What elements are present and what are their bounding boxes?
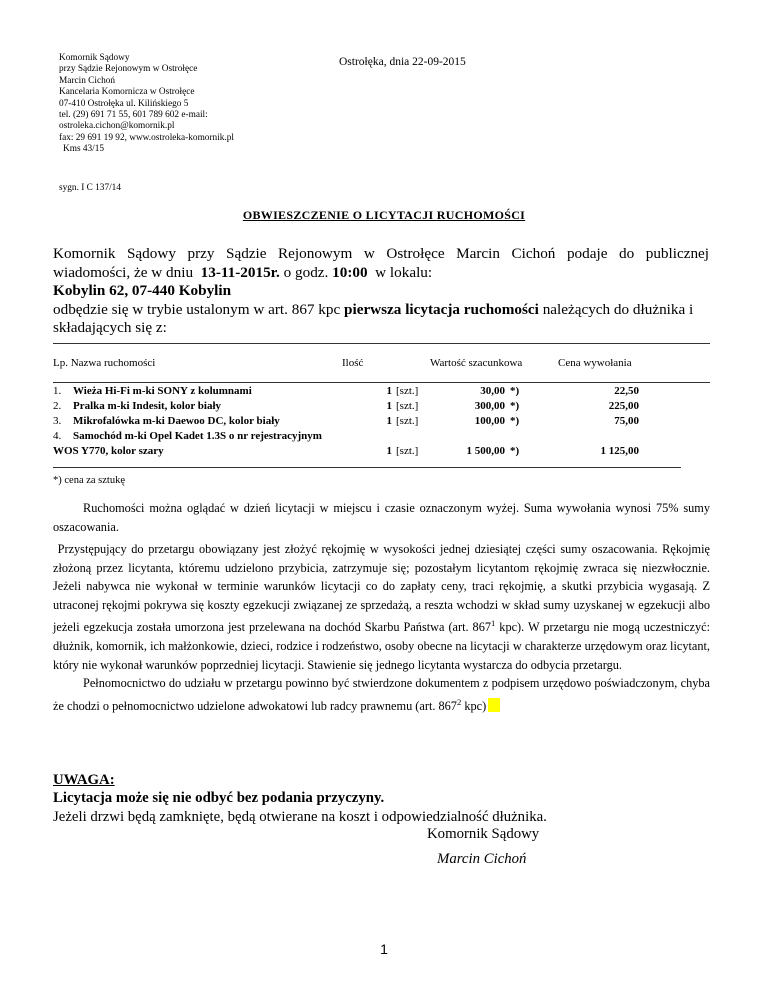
item-price: 1 125,00 (600, 445, 639, 457)
footnote-mark: *) (510, 385, 520, 397)
row-number: 1. (53, 385, 62, 397)
intro-text: w lokalu: (375, 263, 433, 281)
table-footnote: *) cena za sztukę (53, 475, 125, 486)
item-unit: [szt.] (396, 385, 419, 397)
header-line: Komornik Sądowy (59, 53, 130, 63)
header-line: ostroleka.cichon@komornik.pl (59, 121, 175, 132)
item-value: 300,00 (474, 400, 505, 412)
proxy-text-b: kpc) (461, 698, 487, 713)
signature-name: Marcin Cichoń (437, 851, 527, 867)
highlight-marker (488, 698, 500, 712)
footnote-mark: *) (510, 400, 520, 412)
header-line: przy Sądzie Rejonowym w Ostrołęce (59, 64, 198, 75)
deposit-text-b: kpc). W przetargu nie mogą uczestniczyć: dłużnik, komornik, ich małżonkowie, dzieci, rodzice i rodzeństwo, osoby obecne na licytacji w charakterze urzędowym oraz licytant, który nie wykonał warunków poprzedniej licytacji. Stawienie się jednego licytanta wystarcza do odbycia przetargu. (53, 620, 710, 672)
table-bottom-rule (53, 467, 681, 468)
header-line: 07-410 Ostrołęka ul. Kilińskiego 5 (59, 98, 189, 109)
notice-section (53, 771, 547, 826)
auction-time: 10:00 (332, 263, 368, 281)
item-price: 75,00 (614, 415, 639, 427)
case-number: Kms 43/15 (63, 144, 105, 155)
court-signature: sygn. I C 137/14 (59, 183, 121, 193)
row-number: 3. (53, 415, 62, 427)
table-header-rule (53, 382, 710, 383)
header-line: tel. (29) 691 71 55, 601 789 602 e-mail: (59, 110, 208, 121)
item-name: Mikrofalówka m-ki Daewoo DC, kolor biały (73, 415, 280, 427)
notice-line: Jeżeli drzwi będą zamknięte, będą otwierane na koszt i odpowiedzialność dłużnika. (53, 808, 547, 825)
footnote-mark: *) (510, 415, 520, 427)
col-header-value: Wartość szacunkowa (430, 357, 523, 369)
item-value: 30,00 (480, 385, 505, 397)
col-header-qty: Ilość (342, 357, 364, 369)
footnote-mark: *) (510, 445, 520, 457)
item-unit: [szt.] (396, 400, 419, 412)
col-header-lp-name: Lp. Nazwa ruchomości (53, 357, 156, 369)
intro-line: Komornik Sądowy przy Sądzie Rejonowym w Ostrołęce Marcin Cichoń podaje do publicznej (53, 245, 709, 262)
header-line: Kancelaria Komornicza w Ostrołęce (59, 87, 195, 98)
intro-line: składających się z: (53, 319, 167, 337)
header-line: fax: 29 691 19 92, www.ostroleka-komornik.pl (59, 132, 234, 143)
article-sup: 2 (456, 696, 462, 707)
auction-type: pierwsza licytacja ruchomości (344, 300, 539, 318)
intro-text: wiadomości, że w dniu (53, 263, 194, 281)
item-qty: 1 (386, 445, 392, 457)
item-name: Samochód m-ki Opel Kadet 1.3S o nr rejestracyjnym (73, 430, 322, 442)
signature-role: Komornik Sądowy (427, 826, 540, 842)
viewing-paragraph (53, 499, 710, 536)
item-qty: 1 (386, 415, 392, 427)
row-number: 4. (53, 430, 62, 442)
col-header-price: Cena wywołania (558, 357, 632, 369)
viewing-text: Ruchomości można oglądać w dzień licytacji w miejscu i czasie oznaczonym wyżej. Suma wywołania wynosi 75% sumy oszacowania. (53, 501, 710, 534)
article-sup: 1 (491, 618, 496, 629)
proxy-text-a: Pełnomocnictwo do udziału w przetargu powinno być stwierdzone dokumentem z podpisem urzędowo poświadczonym, chyba że chodzi o pełnomocnictwo udzielone adwokatowi lub radcy prawnemu (art. 867 (53, 676, 710, 713)
notice-heading: UWAGA: (53, 772, 115, 788)
item-name-cont: WOS Y770, kolor szary (53, 445, 164, 457)
item-qty: 1 (386, 400, 392, 412)
auction-place-text: Kobylin 62, 07-440 Kobylin (53, 282, 232, 300)
intro-text: odbędzie się w trybie ustalonym w art. 867 kpc (53, 300, 341, 318)
item-price: 22,50 (614, 385, 639, 397)
row-number: 2. (53, 400, 62, 412)
document-date: Ostrołęka, dnia 22-09-2015 (339, 56, 466, 68)
proxy-text (53, 674, 710, 715)
item-price: 225,00 (608, 400, 639, 412)
intro-text: o godz. (283, 263, 329, 281)
item-name: Wieża Hi-Fi m-ki SONY z kolumnami (73, 385, 252, 397)
item-qty: 1 (386, 385, 392, 397)
auction-date: 13-11-2015r. (200, 263, 280, 281)
item-name: Pralka m-ki Indesit, kolor biały (73, 400, 222, 412)
item-unit: [szt.] (396, 445, 419, 457)
item-value: 1 500,00 (466, 445, 505, 457)
deposit-text-a: Przystępujący do przetargu obowiązany jest złożyć rękojmię w wysokości jednej dziesiątej części sumy oszacowania. Rękojmię złożoną przez licytanta, któremu udzielono przybicia, zatrzymuje się; pozostałym licytantom rękojmię zwraca się niezwłocznie. Jeżeli nabywca nie wykonał w terminie warunków licytacji co do zapłaty ceny, traci rękojmię, a skutki przybicia wygasają. Z utraconej rękojmi pokrywa się koszty egzekucji związanej ze sprzedażą, a reszta wchodzi w skład sumy uzyskanej w egzekucji albo jeżeli egzekucja została umorzona jest przelewana na dochód Skarbu Państwa (art. 867 (53, 542, 710, 635)
deposit-text (53, 540, 710, 674)
page-number: 1 (380, 941, 388, 957)
header-line: Marcin Cichoń (59, 75, 116, 86)
deposit-paragraph (53, 540, 710, 716)
item-value: 100,00 (474, 415, 505, 427)
notice-line: Licytacja może się nie odbyć bez podania przyczyny. (53, 790, 385, 807)
item-unit: [szt.] (396, 415, 419, 427)
intro-text: należących do dłużnika i (542, 300, 694, 318)
document-title: OBWIESZCZENIE O LICYTACJI RUCHOMOŚCI (242, 208, 526, 222)
